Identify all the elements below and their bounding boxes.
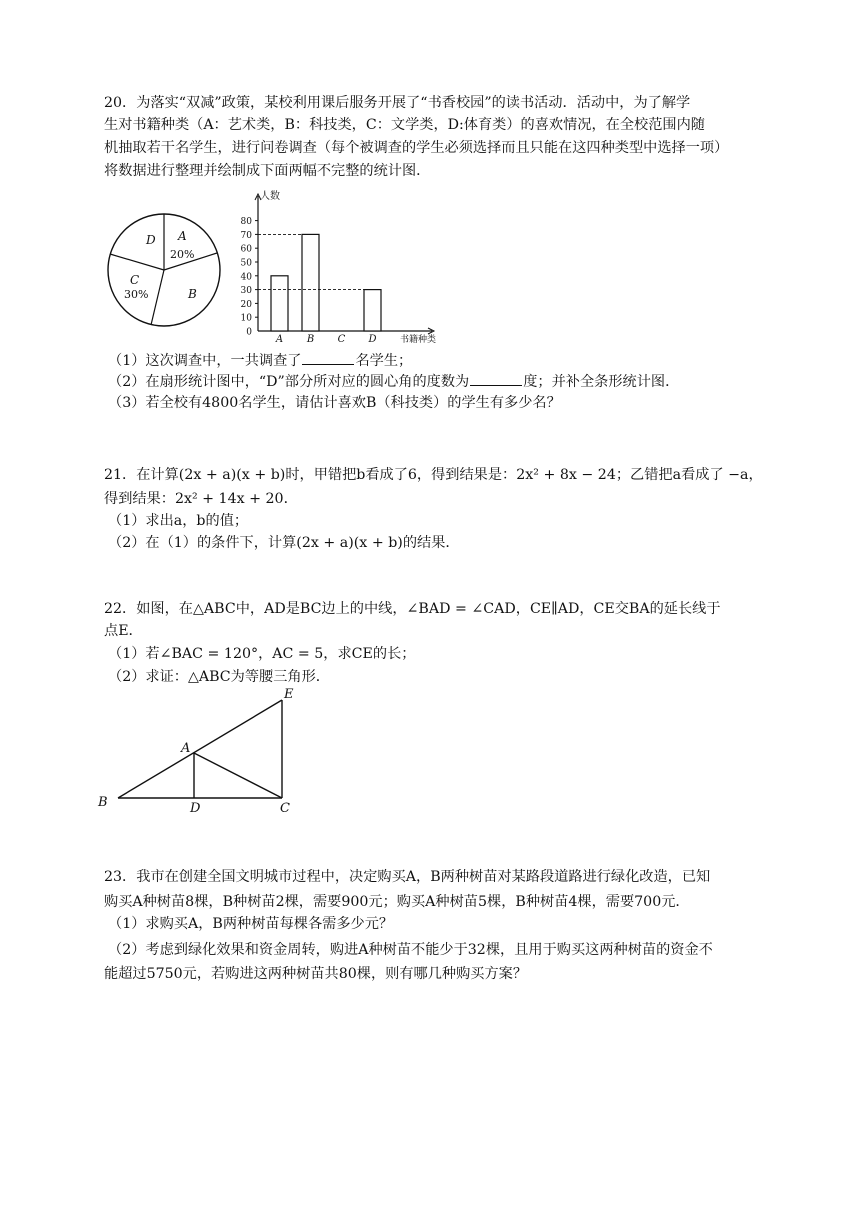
q23-sub-2b: 能超过5750元，若购进这两种树苗共80棵，则有哪几种购买方案？ <box>104 966 528 982</box>
q20-line-3: 机抽取若干名学生，进行问卷调查（每个被调查的学生必须选择而且只能在这四种类型中选择一项） <box>104 140 729 156</box>
y-tick-label: 0 <box>246 327 252 338</box>
q23-sub-1: （1）求购买A，B两种树苗每棵各需多少元？ <box>108 916 394 932</box>
q20-line-1: 20．为落实“双减”政策，某校利用课后服务开展了“书香校园”的读书活动．活动中，为了解学 <box>104 95 691 111</box>
x-tick-label: A <box>275 334 284 345</box>
y-tick-label: 20 <box>240 299 252 310</box>
q23-line-1: 23．我市在创建全国文明城市过程中，决定购买A，B两种树苗对某路段道路进行绿化改造，已知 <box>104 869 711 885</box>
y-axis-title: 人数 <box>260 191 280 202</box>
y-tick-label: 50 <box>240 258 252 269</box>
q21-line-2: 得到结果：2x² + 14x + 20． <box>104 491 298 507</box>
x-tick-label: C <box>337 334 346 345</box>
pie-chart <box>100 200 230 345</box>
q22-sub-1: （1）若∠BAC = 120°，AC = 5，求CE的长； <box>108 646 416 662</box>
y-tick-label: 10 <box>240 313 252 324</box>
x-tick-label: D <box>368 334 377 345</box>
q23-line-2: 购买A种树苗8棵，B种树苗2棵，需要900元；购买A种树苗5棵，B种树苗4棵，需要700元． <box>104 894 690 910</box>
point-c-label: C <box>280 801 290 816</box>
pie-label-d: D <box>146 233 156 247</box>
q22-line-2: 点E． <box>104 623 143 639</box>
q21-line-1: 21．在计算(2x + a)(x + b)时，甲错把b看成了6，得到结果是：2x² + 8x − 24；乙错把a看成了 −a， <box>104 467 763 483</box>
q20-sub-2: （2）在扇形统计图中，“D”部分所对应的圆心角的度数为 度；并补全条形统计图． <box>108 371 679 393</box>
q20-sub-1: （1）这次调查中，一共调查了 名学生； <box>108 350 412 372</box>
pie-label-b: B <box>188 287 197 301</box>
triangle-figure <box>90 686 310 816</box>
q21-sub-2: （2）在（1）的条件下，计算(2x + a)(x + b)的结果． <box>108 535 460 551</box>
bar <box>302 234 319 331</box>
pie-pct-c: 30% <box>124 288 149 301</box>
point-b-label: B <box>98 795 108 810</box>
answer-blank-2 <box>470 371 522 386</box>
q20-sub-3: （3）若全校有4800名学生，请估计喜欢B（科技类）的学生有多少名？ <box>108 395 561 411</box>
y-tick-label: 70 <box>240 230 252 241</box>
point-e-label: E <box>284 687 294 702</box>
point-d-label: D <box>190 801 201 816</box>
q22-sub-2: （2）求证：△ABC为等腰三角形． <box>108 669 330 685</box>
answer-blank-1 <box>302 350 354 365</box>
pie-pct-a: 20% <box>170 248 195 261</box>
pie-label-c: C <box>130 273 140 287</box>
point-a-label: A <box>181 741 191 756</box>
y-tick-label: 60 <box>240 244 252 255</box>
q22-line-1: 22．如图，在△ABC中，AD是BC边上的中线，∠BAD = ∠CAD，CE∥AD，CE交BA的延长线于 <box>104 601 721 617</box>
x-tick-label: B <box>306 334 315 345</box>
y-tick-label: 40 <box>240 272 252 283</box>
q20-line-4: 将数据进行整理并绘制成下面两幅不完整的统计图． <box>104 163 431 179</box>
y-tick-label: 80 <box>240 217 252 228</box>
q20-line-2: 生对书籍种类（A：艺术类，B：科技类，C：文学类，D:体育类）的喜欢情况，在全校范围内随 <box>104 117 705 133</box>
q23-sub-2a: （2）考虑到绿化效果和资金周转，购进A种树苗不能少于32棵，且用于购买这两种树苗的资金不 <box>108 942 713 958</box>
bar <box>364 290 381 331</box>
y-tick-label: 30 <box>240 286 252 297</box>
pie-label-a: A <box>178 229 187 243</box>
bar <box>271 276 288 331</box>
x-axis-title: 书籍种类 <box>400 335 437 345</box>
bar-chart <box>232 188 462 348</box>
q21-sub-1: （1）求出a，b的值； <box>108 513 249 529</box>
